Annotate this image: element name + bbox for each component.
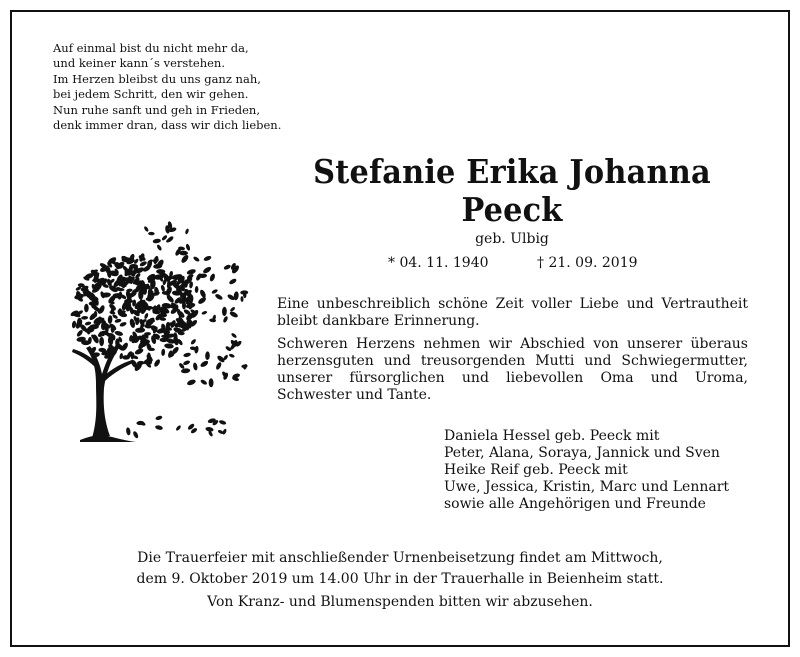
family-list	[444, 428, 764, 513]
death-date: † 21. 09. 2019	[537, 255, 638, 271]
poem-line: Auf einmal bist du nicht mehr da,	[53, 41, 249, 55]
message-paragraph-2: Schweren Herzens nehmen wir Abschied von unserer überaus herzensguten und treusorgenden Mutti und Schwiegermutter, unserer fürsorglichen und liebevollen Oma und Uroma, Schwester und Tante.	[277, 336, 748, 403]
ceremony-line-2: dem 9. Oktober 2019 um 14.00 Uhr in der Trauerhalle in Beienheim statt.	[136, 571, 664, 587]
family-line: Uwe, Jessica, Kristin, Marc und Lennart	[444, 479, 730, 495]
message-paragraph-1: Eine unbeschreiblich schöne Zeit voller Liebe und Vertrautheit bleibt dankbare Erinnerung.	[277, 296, 748, 329]
windblown-tree-icon	[46, 218, 252, 444]
poem	[53, 41, 353, 133]
poem-line: Im Herzen bleibst du uns ganz nah,	[53, 71, 261, 86]
family-line: sowie alle Angehörigen und Freunde	[444, 496, 706, 512]
family-line: Peter, Alana, Soraya, Jannick und Sven	[444, 445, 720, 461]
birth-date: * 04. 11. 1940	[388, 255, 489, 271]
ceremony-line-1: Die Trauerfeier mit anschließender Urnenbeisetzung findet am Mittwoch,	[137, 550, 663, 566]
family-line: Daniela Hessel geb. Peeck mit	[444, 428, 660, 444]
family-line: Heike Reif geb. Peeck mit	[444, 462, 628, 478]
ceremony-line-3: Von Kranz- und Blumenspenden bitten wir abzusehen.	[207, 594, 593, 610]
birth-name: geb. Ulbig	[475, 231, 549, 247]
poem-line: bei jedem Schritt, den wir gehen.	[53, 87, 249, 102]
poem-line: Nun ruhe sanft und geh in Frieden,	[53, 102, 260, 117]
deceased-name-line1: Stefanie Erika Johanna	[313, 152, 711, 191]
poem-line: denk immer dran, dass wir dich lieben.	[53, 118, 282, 133]
poem-line: und keiner kann´s verstehen.	[53, 56, 225, 71]
deceased-name-line2: Peeck	[461, 190, 563, 229]
